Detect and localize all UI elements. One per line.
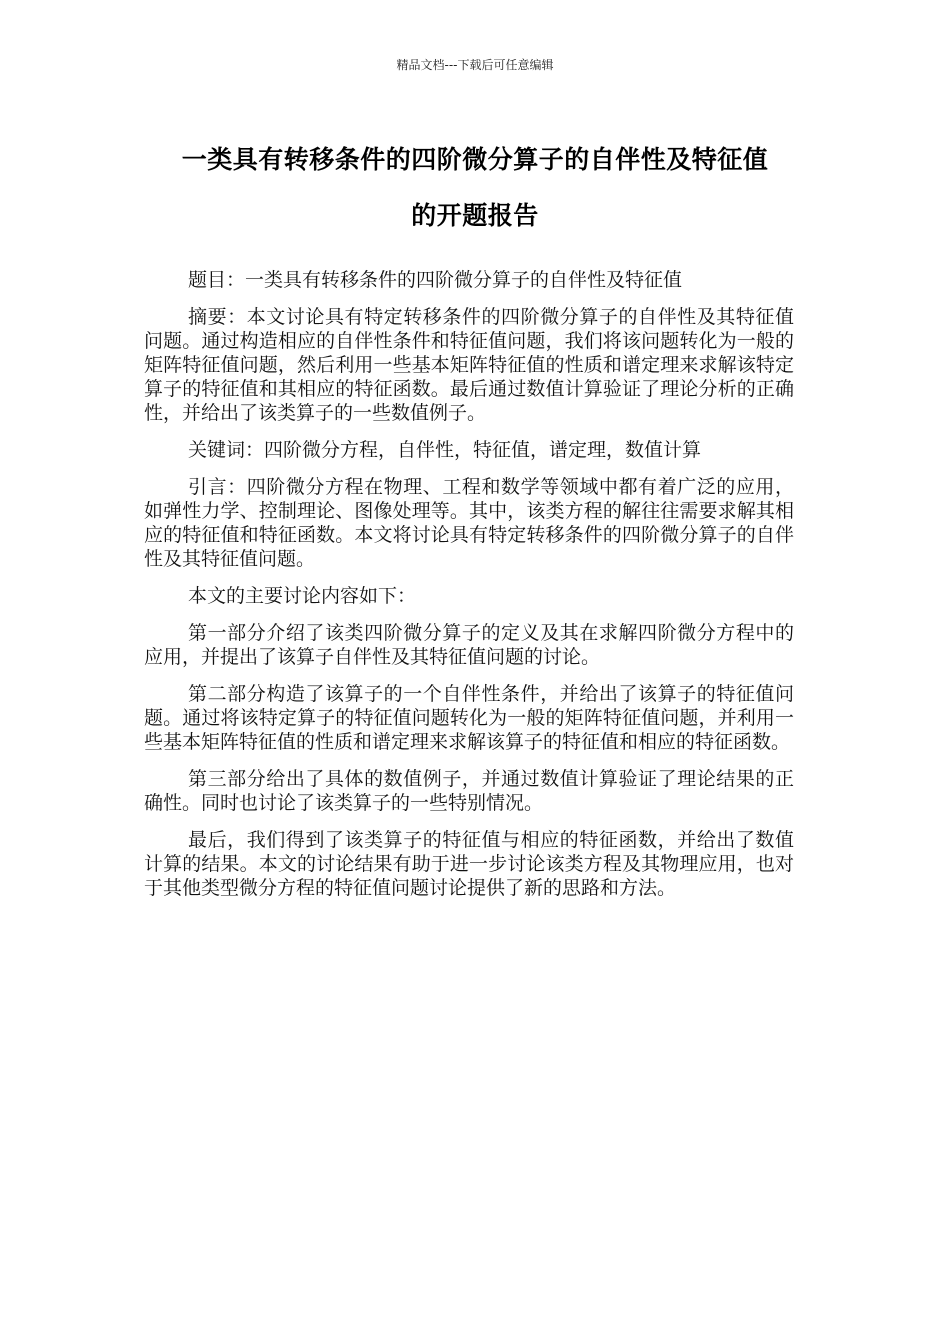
paragraph-part-three: 第三部分给出了具体的数值例子，并通过数值计算验证了理论结果的正确性。同时也讨论了该类算子的一些特别情况。: [144, 768, 794, 814]
title-line-2: 的开题报告: [411, 201, 539, 230]
document-body: [144, 268, 794, 913]
paragraph-part-one: 第一部分介绍了该类四阶微分算子的定义及其在求解四阶微分方程中的应用，并提出了该算子自伴性及其特征值问题的讨论。: [144, 622, 794, 668]
paragraph-part-two: 第二部分构造了该算子的一个自伴性条件，并给出了该算子的特征值问题。通过将该特定算子的特征值问题转化为一般的矩阵特征值问题，并利用一些基本矩阵特征值的性质和谱定理来求解该算子的特征值和相应的特征函数。: [144, 683, 794, 753]
paragraph-abstract: 摘要：本文讨论具有特定转移条件的四阶微分算子的自伴性及其特征值问题。通过构造相应的自伴性条件和特征值问题，我们将该问题转化为一般的矩阵特征值问题，然后利用一些基本矩阵特征值的性质和谱定理来求解该特定算子的特征值和其相应的特征函数。最后通过数值计算验证了理论分析的正确性，并给出了该类算子的一些数值例子。: [144, 306, 794, 424]
page-header: 精品文档---下载后可任意编辑: [396, 58, 554, 72]
paragraph-topic: 题目：一类具有转移条件的四阶微分算子的自伴性及特征值: [188, 269, 683, 291]
document-title: [130, 132, 820, 244]
title-line-1: 一类具有转移条件的四阶微分算子的自伴性及特征值: [181, 145, 769, 174]
paragraph-outline: 本文的主要讨论内容如下：: [188, 585, 417, 607]
paragraph-conclusion: 最后，我们得到了该类算子的特征值与相应的特征函数，并给出了数值计算的结果。本文的讨论结果有助于进一步讨论该类方程及其物理应用，也对于其他类型微分方程的特征值问题讨论提供了新的思路和方法。: [144, 829, 794, 899]
paragraph-introduction: 引言：四阶微分方程在物理、工程和数学等领域中都有着广泛的应用，如弹性力学、控制理论、图像处理等。其中，该类方程的解往往需要求解其相应的特征值和特征函数。本文将讨论具有特定转移条件的四阶微分算子的自伴性及其特征值问题。: [144, 476, 794, 570]
paragraph-keywords: 关键词：四阶微分方程，自伴性，特征值，谱定理，数值计算: [188, 439, 702, 461]
